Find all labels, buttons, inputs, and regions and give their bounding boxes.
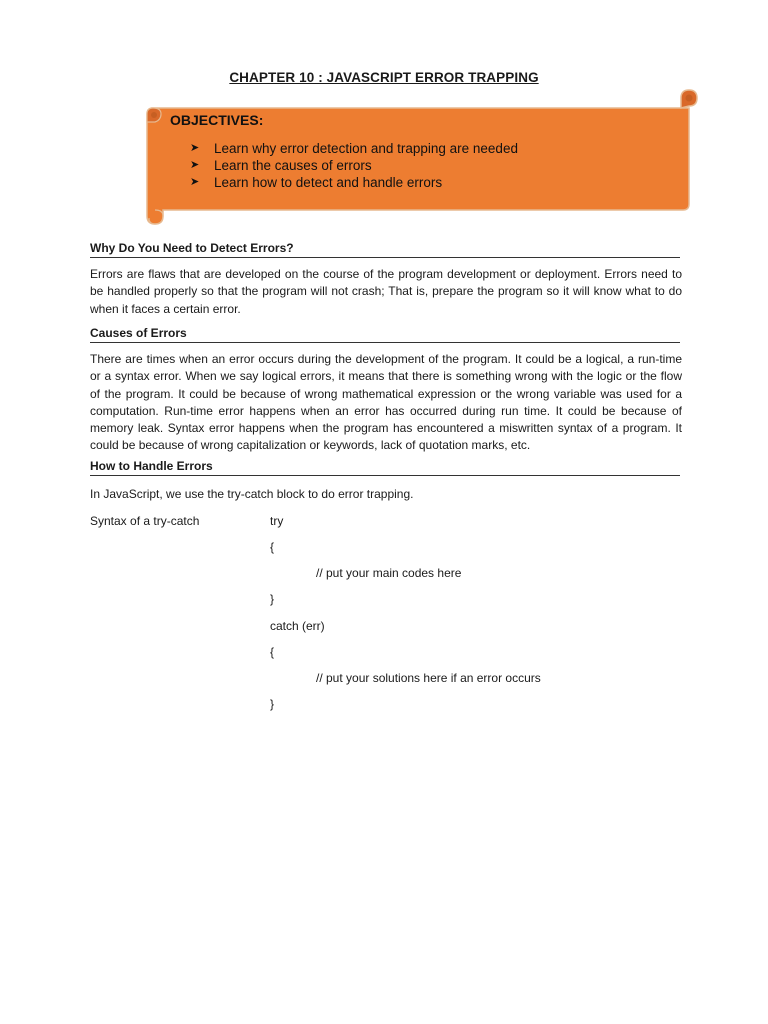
list-item (190, 140, 518, 157)
code-comment-solution: // put your solutions here if an error occurs (316, 671, 541, 685)
code-open-brace: { (270, 540, 275, 554)
arrow-bullet-icon: ➤ (190, 159, 200, 171)
section-heading-causes: Causes of Errors (90, 326, 680, 343)
code-comment-main: // put your main codes here (316, 566, 462, 580)
list-item (190, 157, 518, 174)
arrow-bullet-icon: ➤ (190, 176, 200, 188)
handle-intro: In JavaScript, we use the try-catch block to do error trapping. (90, 487, 414, 501)
code-close-brace: } (270, 697, 275, 711)
code-catch: catch (err) (270, 619, 325, 633)
objective-text: Learn the causes of errors (214, 158, 372, 173)
code-open-brace: { (270, 645, 275, 659)
objective-text: Learn why error detection and trapping are needed (214, 141, 518, 156)
section-heading-why: Why Do You Need to Detect Errors? (90, 241, 680, 258)
arrow-bullet-icon: ➤ (190, 142, 200, 154)
section-heading-handle: How to Handle Errors (90, 459, 680, 476)
objectives-list (190, 140, 518, 191)
list-item (190, 174, 518, 191)
syntax-label: Syntax of a try-catch (90, 514, 200, 528)
objective-text: Learn how to detect and handle errors (214, 175, 443, 190)
code-close-brace: } (270, 592, 275, 606)
section-body-why: Errors are flaws that are developed on the course of the program development or deployment. Errors need to be handled properly so that the program will not crash; That is, prepare the program so it will know what to do when it faces a certain error. (90, 267, 682, 316)
chapter-title: CHAPTER 10 : JAVASCRIPT ERROR TRAPPING (229, 70, 539, 85)
objectives-heading: OBJECTIVES: (170, 112, 264, 128)
code-try: try (270, 514, 284, 528)
section-body-causes: There are times when an error occurs during the development of the program. It could be a logical, a run-time or a syntax error. When we say logical errors, it means that there is something wrong with the logic or the flow of the program. It could be because of wrong mathematical expression or the wrong variable was used for a computation. Run-time error happens when an error has occurred during run time. It could be because of memory leak. Syntax error happens when the program has encountered a miswritten syntax of a program. It could be because of wrong capitalization or keywords, lack of quotation marks, etc. (90, 352, 682, 453)
